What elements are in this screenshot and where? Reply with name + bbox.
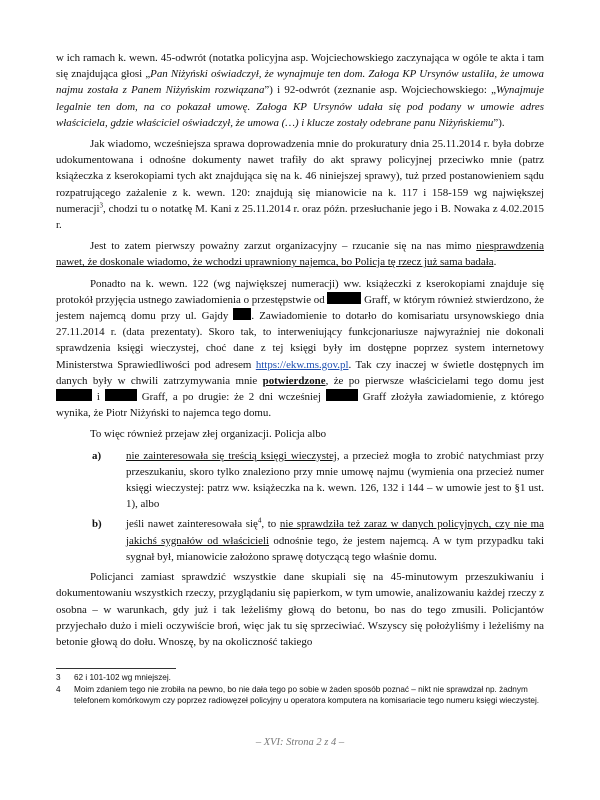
redaction-block [233, 308, 251, 320]
redaction-block [56, 389, 92, 401]
text: ”) i 92-odwrót (zeznanie asp. Wojciechowskiego: „ [264, 84, 496, 97]
footnote-ref[interactable]: 3 [99, 201, 104, 210]
list-item [56, 516, 544, 565]
paragraph-2 [56, 136, 544, 233]
text: Graff złożyła zawiadomienie, z którego wynika, że Piotr Niżyński to najemca tego domu. [56, 391, 544, 420]
list-item-body [126, 448, 544, 513]
list-marker: a) [92, 449, 102, 462]
paragraph-5: To więc również przejaw złej organizacji. Policja albo [90, 428, 327, 441]
footnote-text: 62 i 101-102 wg mniejszej. [74, 673, 171, 682]
page-footer: – XVI: Strona 2 z 4 – [255, 737, 345, 748]
redaction-block [326, 389, 358, 401]
list-item-body [126, 516, 544, 565]
text: , że po pierwsze właścicielami tego domu jest [325, 374, 544, 387]
text: . Zawiadomienie to dotarło do komisariatu ursynowskiego dnia 27.11.2014 r. (data prezentaty). Skoro tak, to interweniujący funkcjonariusze najwyraźniej nie dokonali sprawdzenia księgi wieczystej, choć dane z tej księgi były im dostępne poprzez system internetowy Ministerstwa Sprawiedliwości pod adresem [56, 310, 544, 371]
text: Jak wiadomo, wcześniejsza sprawa doprowadzenia mnie do prokuratury dnia 25.11.2014 r. była dobrze udokumentowana i odnośne dokumenty nawet trafiły do akt sprawy policyjnej przeciwko mnie (patrz książeczka z kserokopiami tych akt znajdująca się na k. 46 niniejszej sprawy), tuż przed postanowieniem sądu rozpatrującego zażalenie z k. wewn. 120: znajdują się mianowicie na k. 117 i 158-159 wg największej numeracji [56, 138, 544, 215]
footnote-number: 3 [56, 673, 61, 682]
footnote-ref[interactable]: 4 [257, 516, 262, 525]
paragraph-1 [56, 50, 544, 131]
footnote [56, 672, 544, 683]
text: i [92, 391, 105, 404]
text: , a przecież mogła to zrobić natychmiast przy przeszukaniu, skoro tylko znaleziono przy mnie umowę najmu (wymienia ona przecież numer księgi wieczystej: patrz ww. książeczka na k. wewn. 126, 132 i 144 – w umowie jest to §1 ust. 1), albo [126, 449, 544, 511]
text: , chodzi tu o notatkę M. Kani z 25.11.2014 r. oraz późn. przesłuchanie jego i B. Nowaka z 4.02.2015 r. [56, 202, 544, 232]
text: . [493, 256, 497, 269]
paragraph-4 [56, 276, 544, 422]
footnote-number: 4 [56, 685, 61, 694]
text: Graff, w którym również stwierdzono, że jestem najemcą domu przy ul. Gajdy [56, 293, 544, 323]
text: Ponadto na k. wewn. 122 (wg największej numeracji) ww. książeczki z kserokopiami znajduje się protokół przyjęcia ustnego zawiadomienia o przestępstwie od [56, 277, 544, 306]
text: , to [261, 518, 280, 531]
underlined-text: nie sprawdziła też zaraz w danych policyjnych, czy nie ma jakichś sygnałów od właścicieli [126, 518, 544, 547]
emphasis-text: potwierdzone [262, 374, 326, 387]
quote: Pan Niżyński oświadczył, że wynajmuje ten dom. Załoga KP Ursynów ustaliła, że umowa najmu została z Panem Niżyńskim rozwiązana [56, 68, 544, 97]
redaction-block [327, 292, 361, 304]
text: w ich ramach k. wewn. 45-odwrót (notatka policyjna asp. Wojciechowskiego zaczynająca w ogóle te akta i tam się znajdująca głosi „ [56, 52, 544, 81]
text: jeśli nawet zainteresowała się [126, 518, 258, 531]
underlined-text: niesprawdzenia nawet, że doskonale wiadomo, że wchodzi uprawniony najemca, bo Policja tę rzecz już sama badała [56, 240, 544, 269]
list [56, 448, 544, 565]
text: odnośnie tego, że jestem najemcą. A w tym przypadku taki sygnał był, mianowicie założono sprawę dotyczącą tego właśnie domu. [126, 534, 545, 563]
underlined-text: nie zainteresowała się treścią księgi wieczystej [126, 449, 337, 462]
footnote-text: Moim zdaniem tego nie zrobiła na pewno, bo nie dała tego po sobie w żaden sposób poznać – nikt nie sprawdzał np. żadnym telefonem komórkowym czy poprzez radiowęzeł policyjny u operatora komputera na komisariacie tego numeru księgi wieczystej. [74, 685, 540, 705]
footnotes [56, 668, 544, 707]
footnote-divider [56, 668, 176, 669]
list-marker: b) [92, 518, 102, 531]
ekw-link[interactable]: https://ekw.ms.gov.pl [255, 358, 349, 371]
text: Graff, a po drugie: że 2 dni wcześniej [136, 391, 326, 404]
paragraph-6: Policjanci zamiast sprawdzić wszystkie dane skupiali się na 45-minutowym przeszukiwaniu i dokumentowaniu wszystkich rzeczy, przyglądaniu się papierkom, w tym umowie, analizowaniu każdej rzeczy z osobna – w warunkach, gdy już i tak leżeliśmy głową do betonu, bo nas do tego zmusili. Policjantów przyjechało dużo i mieli oczywiście broń, więc jak tu się sprzeciwiać. Wszyscy się położyliśmy i leżeliśmy na betonie głową do dołu. Wnoszę, by na okoliczność takiego [56, 571, 544, 648]
quote: Wynajmuje legalnie ten dom, na co pokazał umowę. Załoga KP Ursynów udała się pod podany w umowie adres właściciela, gdzie właściciel oświadczył, że umowa (…) i klucze zostały odebrane panu Niżyńskiemu [56, 84, 544, 129]
redaction-block [105, 389, 137, 401]
text: ”). [493, 116, 505, 129]
paragraph-3 [56, 238, 544, 270]
text: Jest to zatem pierwszy poważny zarzut organizacyjny – rzucanie się na nas mimo [90, 240, 477, 253]
list-item [56, 448, 544, 513]
footnote [56, 684, 544, 706]
text: . Tak czy inaczej w świetle dostępnych im danych były w chwili zatrzymywania mnie [56, 358, 545, 387]
